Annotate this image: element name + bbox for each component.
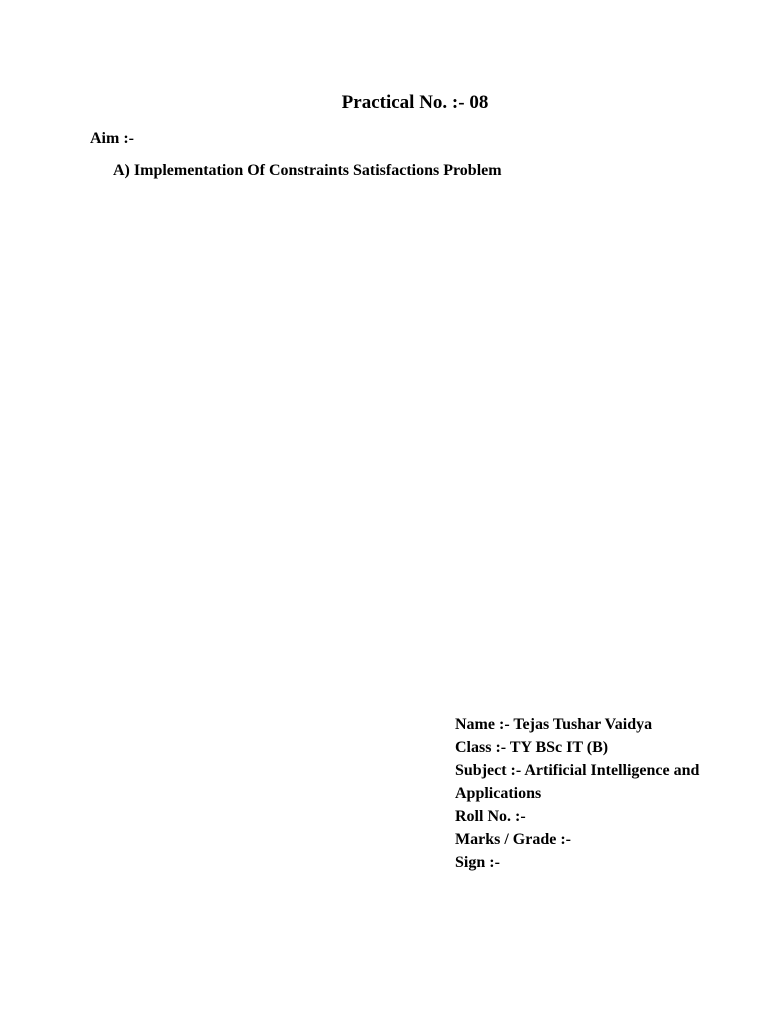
student-marks-grade: Marks / Grade :- (455, 831, 571, 848)
student-roll-no: Roll No. :- (455, 808, 526, 825)
student-sign: Sign :- (455, 854, 500, 871)
student-subject: Subject :- Artificial Intelligence and Applications (455, 762, 700, 802)
student-name: Name :- Tejas Tushar Vaidya (455, 716, 653, 733)
aim-label: Aim :- (90, 130, 134, 147)
student-info-block (455, 713, 745, 874)
student-class: Class :- TY BSc IT (B) (455, 739, 609, 756)
page-title: Practical No. :- 08 (341, 92, 489, 113)
aim-item-a: A) Implementation Of Constraints Satisfactions Problem (113, 162, 502, 179)
